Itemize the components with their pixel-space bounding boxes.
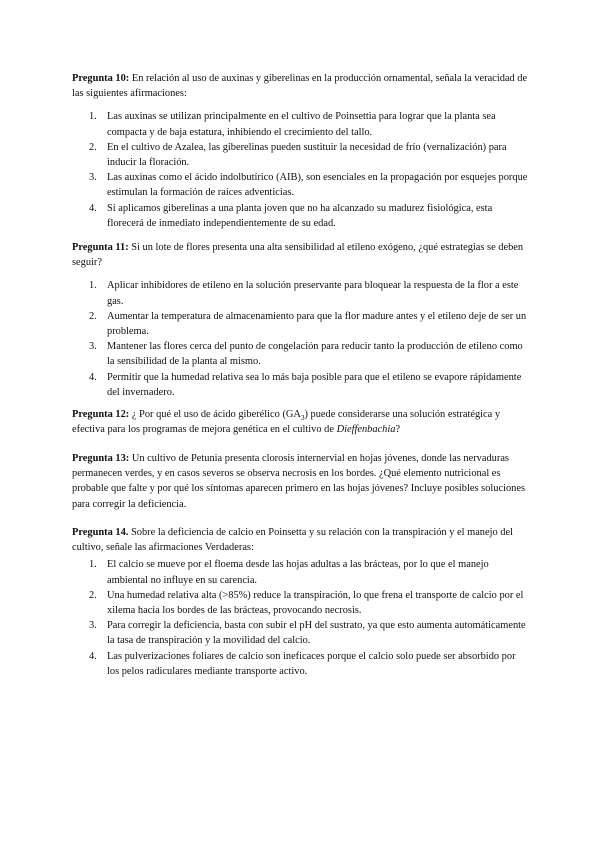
option-number: 2.	[89, 310, 97, 322]
question-label: Pregunta 13:	[72, 453, 130, 464]
question-text: Sobre la deficiencia de calcio en Poinsetta y su relación con la transpiración y el manejo del cultivo, señale las afirmaciones Verdaderas:	[72, 527, 513, 554]
option-item	[72, 649, 528, 679]
option-text: Las pulverizaciones foliares de calcio son ineficaces porque el calcio solo puede ser absorbido por los pelos radiculares mediante transporte activo.	[107, 650, 516, 677]
option-text: Aplicar inhibidores de etileno en la solución preservante para bloquear la respuesta de la flor a este gas.	[107, 280, 519, 307]
option-text: Para corregir la deficiencia, basta con subir el pH del sustrato, ya que esto aumenta automáticamente la tasa de transpiración y la movilidad del calcio.	[107, 620, 526, 647]
option-item	[72, 278, 528, 308]
species-name: Dieffenbachia	[336, 424, 396, 436]
option-text: Una humedad relativa alta (>85%) reduce la transpiración, lo que frena el transporte de calcio por el xilema hacia los bordes de las brácteas, provocando necrosis.	[107, 589, 524, 617]
option-number: 4.	[89, 202, 97, 214]
question-label: Pregunta 10:	[72, 73, 130, 84]
options-list	[72, 557, 528, 679]
question-stem	[72, 240, 528, 270]
option-number: 1.	[89, 111, 97, 123]
options-list	[72, 109, 528, 231]
question-10	[72, 71, 528, 231]
question-14	[72, 525, 528, 679]
option-text: Si aplicamos giberelinas a una planta joven que no ha alcanzado su madurez fisiológica, esta florecerá de inmediato independientemente de su edad.	[107, 202, 493, 229]
question-label: Pregunta 12:	[72, 409, 130, 420]
option-item	[72, 309, 528, 339]
subscript-number: 3	[300, 414, 305, 423]
question-text: Si un lote de flores presenta una alta sensibilidad al etileno exógeno, ¿qué estrategias se deben seguir?	[72, 242, 524, 269]
question-text: ) puede considerarse una solución estratégica y efectiva para los programas de mejora genética en el cultivo de	[72, 409, 501, 436]
question-stem	[72, 451, 528, 512]
option-text: En el cultivo de Azalea, las giberelinas pueden sustituir la necesidad de frío (vernalización) para inducir la floración.	[107, 141, 507, 169]
option-number: 1.	[89, 280, 97, 292]
question-text: ¿ Por qué el uso de ácido giberélico (GA	[129, 409, 301, 420]
question-label: Pregunta 11:	[72, 242, 129, 253]
question-12	[72, 407, 528, 437]
option-item	[72, 140, 528, 170]
question-label: Pregunta 14.	[72, 527, 129, 538]
option-number: 4.	[89, 650, 97, 662]
option-number: 3.	[89, 341, 97, 353]
question-13	[72, 451, 528, 512]
option-item	[72, 339, 528, 369]
question-text: Un cultivo de Petunia presenta clorosis internervial en hojas jóvenes, donde las nervaduras permanecen verdes, y en casos severos se observa necrosis en los bordes. ¿Qué elemento nutricional es probable que falte y por qué los síntomas aparecen primero en las hojas jóvenes? Incluye posibles soluciones para corregir la deficiencia.	[72, 453, 526, 510]
option-text: Las auxinas se utilizan principalmente en el cultivo de Poinsettia para lograr que la planta sea compacta y de baja estatura, inhibiendo el crecimiento del tallo.	[107, 111, 496, 138]
question-11	[72, 240, 528, 400]
option-text: Aumentar la temperatura de almacenamiento para que la flor madure antes y el etileno deje de ser un problema.	[107, 310, 527, 338]
option-number: 4.	[89, 371, 97, 383]
option-text: Permitir que la humedad relativa sea lo más baja posible para que el etileno se evapore rápidamente del invernadero.	[107, 371, 522, 398]
option-item	[72, 557, 528, 587]
option-number: 2.	[89, 141, 97, 153]
question-stem	[72, 525, 528, 555]
option-text: Mantener las flores cerca del punto de congelación para reducir tanto la producción de etileno como la sensibilidad de la planta al mismo.	[107, 341, 523, 368]
option-item	[72, 618, 528, 648]
option-number: 3.	[89, 172, 97, 184]
options-list	[72, 278, 528, 400]
question-text: ?	[395, 424, 401, 436]
option-text: Las auxinas como el ácido indolbutírico (AIB), son esenciales en la propagación por esquejes porque estimulan la formación de raíces adventicias.	[107, 172, 528, 199]
question-text: En relación al uso de auxinas y giberelinas en la producción ornamental, señala la veracidad de las siguientes afirmaciones:	[72, 73, 528, 100]
option-item	[72, 109, 528, 139]
option-item	[72, 588, 528, 618]
question-stem	[72, 71, 528, 101]
option-item	[72, 370, 528, 400]
option-item	[72, 170, 528, 200]
option-item	[72, 201, 528, 231]
option-text: El calcio se mueve por el floema desde las hojas adultas a las brácteas, por lo que el manejo ambiental no influye en su carencia.	[107, 559, 489, 586]
option-number: 3.	[89, 620, 97, 632]
question-stem	[72, 407, 528, 437]
option-number: 1.	[89, 559, 97, 571]
option-number: 2.	[89, 589, 97, 601]
